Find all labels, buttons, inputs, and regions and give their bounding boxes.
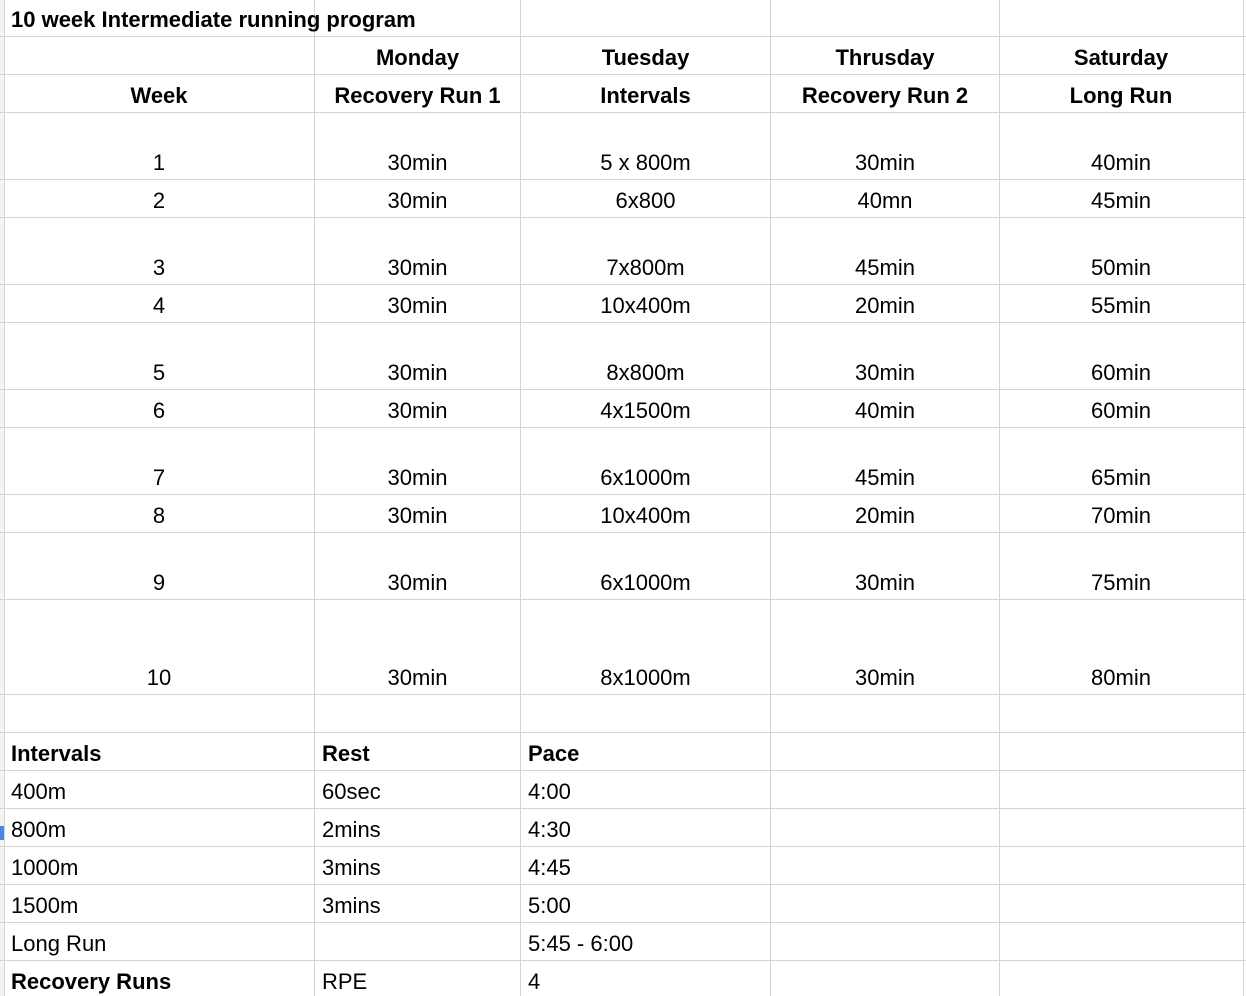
monday-cell[interactable]: 30min (387, 465, 448, 490)
tuesday-cell[interactable]: 10x400m (600, 503, 691, 528)
monday-cell[interactable]: 30min (387, 293, 448, 318)
type-header-row (0, 74, 1246, 112)
header-week[interactable]: Week (130, 83, 188, 108)
interval-pace[interactable]: 5:45 - 6:00 (528, 931, 634, 956)
header-long-run[interactable]: Long Run (1069, 83, 1173, 108)
grid-hline (0, 694, 1246, 695)
header-pace[interactable]: Pace (528, 741, 580, 766)
monday-cell[interactable]: 30min (387, 255, 448, 280)
thursday-cell[interactable]: 40mn (857, 188, 913, 213)
interval-distance[interactable]: Long Run (11, 931, 107, 956)
recovery-rest[interactable]: RPE (322, 969, 368, 994)
recovery-pace[interactable]: 4 (528, 969, 541, 994)
monday-cell[interactable]: 30min (387, 360, 448, 385)
saturday-cell[interactable]: 65min (1091, 465, 1151, 490)
saturday-cell[interactable]: 75min (1091, 570, 1151, 595)
header-recovery-run-1[interactable]: Recovery Run 1 (334, 83, 501, 108)
tuesday-cell[interactable]: 6x1000m (600, 570, 691, 595)
header-saturday[interactable]: Saturday (1073, 45, 1169, 70)
tuesday-cell[interactable]: 6x800 (615, 188, 676, 213)
saturday-cell[interactable]: 55min (1091, 293, 1151, 318)
week-number[interactable]: 7 (152, 465, 166, 490)
week-number[interactable]: 4 (152, 293, 166, 318)
table-row (0, 322, 1246, 389)
week-number[interactable]: 8 (152, 503, 166, 528)
interval-pace[interactable]: 4:30 (528, 817, 571, 842)
monday-cell[interactable]: 30min (387, 570, 448, 595)
saturday-cell[interactable]: 45min (1091, 188, 1151, 213)
header-intervals[interactable]: Intervals (600, 83, 691, 108)
monday-cell[interactable]: 30min (387, 398, 448, 423)
header-recovery-run-2[interactable]: Recovery Run 2 (801, 83, 969, 108)
header-monday[interactable]: Monday (375, 45, 460, 70)
saturday-cell[interactable]: 40min (1091, 150, 1151, 175)
monday-cell[interactable]: 30min (387, 150, 448, 175)
tuesday-cell[interactable]: 10x400m (600, 293, 691, 318)
table-row (0, 217, 1246, 284)
day-header-row (0, 36, 1246, 74)
thursday-cell[interactable]: 20min (855, 293, 915, 318)
recovery-runs-label[interactable]: Recovery Runs (11, 969, 172, 994)
week-number[interactable]: 5 (152, 360, 166, 385)
interval-rest[interactable]: 3mins (322, 893, 381, 918)
list-item (0, 808, 1246, 846)
week-number[interactable]: 2 (152, 188, 166, 213)
tuesday-cell[interactable]: 8x1000m (600, 665, 691, 690)
thursday-cell[interactable]: 45min (855, 255, 915, 280)
thursday-cell[interactable]: 30min (855, 360, 915, 385)
title-row (0, 0, 1246, 36)
saturday-cell[interactable]: 60min (1091, 398, 1151, 423)
sheet-title[interactable]: 10 week Intermediate running program (11, 7, 416, 32)
monday-cell[interactable]: 30min (387, 188, 448, 213)
header-rest[interactable]: Rest (322, 741, 370, 766)
interval-rest[interactable]: 3mins (322, 855, 381, 880)
table-row (0, 112, 1246, 179)
interval-distance[interactable]: 800m (11, 817, 67, 842)
thursday-cell[interactable]: 30min (855, 570, 915, 595)
list-item (0, 846, 1246, 884)
saturday-cell[interactable]: 60min (1091, 360, 1151, 385)
thursday-cell[interactable]: 20min (855, 503, 915, 528)
interval-rest[interactable]: 2mins (322, 817, 381, 842)
tuesday-cell[interactable]: 8x800m (606, 360, 685, 385)
interval-distance[interactable]: 1000m (11, 855, 79, 880)
thursday-cell[interactable]: 40min (855, 398, 915, 423)
saturday-cell[interactable]: 70min (1091, 503, 1151, 528)
interval-rest[interactable]: 60sec (322, 779, 381, 804)
interval-pace[interactable]: 5:00 (528, 893, 571, 918)
table-row (0, 427, 1246, 494)
table-row (0, 494, 1246, 532)
interval-pace[interactable]: 4:45 (528, 855, 571, 880)
saturday-cell[interactable]: 80min (1091, 665, 1151, 690)
thursday-cell[interactable]: 45min (855, 465, 915, 490)
recovery-row (0, 960, 1246, 996)
tuesday-cell[interactable]: 6x1000m (600, 465, 691, 490)
tuesday-cell[interactable]: 5 x 800m (600, 150, 691, 175)
interval-rest[interactable] (315, 922, 520, 960)
interval-distance[interactable]: 400m (11, 779, 67, 804)
week-number[interactable]: 1 (152, 150, 166, 175)
thursday-cell[interactable]: 30min (855, 665, 915, 690)
week-number[interactable]: 9 (152, 570, 166, 595)
list-item (0, 922, 1246, 960)
table-row (0, 284, 1246, 322)
week-number[interactable]: 3 (152, 255, 166, 280)
table-row (0, 179, 1246, 217)
interval-distance[interactable]: 1500m (11, 893, 79, 918)
week-number[interactable]: 6 (152, 398, 166, 423)
list-item (0, 770, 1246, 808)
table-row (0, 389, 1246, 427)
table-row (0, 599, 1246, 694)
monday-cell[interactable]: 30min (387, 503, 448, 528)
pace-header-row (0, 732, 1246, 770)
week-number[interactable]: 10 (146, 665, 172, 690)
tuesday-cell[interactable]: 7x800m (606, 255, 685, 280)
monday-cell[interactable]: 30min (387, 665, 448, 690)
header-thursday[interactable]: Thrusday (835, 45, 935, 70)
table-row (0, 532, 1246, 599)
header-tuesday[interactable]: Tuesday (601, 45, 690, 70)
tuesday-cell[interactable]: 4x1500m (600, 398, 691, 423)
interval-pace[interactable]: 4:00 (528, 779, 571, 804)
thursday-cell[interactable]: 30min (855, 150, 915, 175)
header-interval-distance[interactable]: Intervals (11, 741, 102, 766)
list-item (0, 884, 1246, 922)
saturday-cell[interactable]: 50min (1091, 255, 1151, 280)
